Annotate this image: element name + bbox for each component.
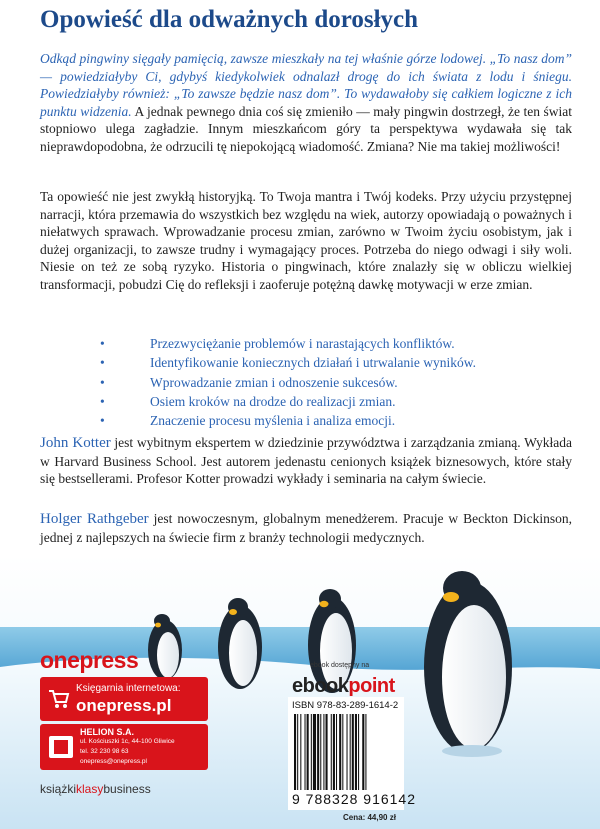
author-name: Holger Rathgeber	[40, 511, 149, 527]
list-item: • Przezwyciężanie problemów i narastających konfliktów.	[100, 334, 476, 353]
book-title: Opowieść dla odważnych dorosłych	[40, 6, 419, 33]
ebookpoint-a: ebook	[292, 675, 349, 697]
publisher-contact-box	[40, 724, 208, 770]
author-bio-text: jest wybitnym ekspertem w dziedzinie przywództwa i zarządzania zmianą. Wykłada w Harvard Business School. Jest autorem jedenastu cenionych książek biznesowych, które stały się bestsellerami. Profesor Kotter prowadzi wykłady i seminaria na całym świecie.	[40, 435, 572, 486]
intro-paragraph	[40, 50, 572, 155]
author-bio-rathgeber	[40, 510, 572, 546]
publisher-name: HELION S.A.	[80, 727, 135, 737]
feature-list	[100, 334, 476, 430]
barcode-panel	[288, 697, 416, 810]
series-prefix: książki	[40, 782, 77, 796]
online-shop-badge[interactable]	[40, 677, 208, 721]
author-bio-kotter	[40, 434, 572, 488]
ebook-note: ebook dostępny na	[310, 662, 370, 669]
description-paragraph: Ta opowieść nie jest zwykłą historyjką. To Twoja mantra i Twój kodeks. Przy użyciu przystępnej narracji, która przemawia do wszystkich bez względu na wiek, autorzy opowiadają o poważnych i niełatwych sprawach. Wprowadzanie procesu zmian, zarówno w Twoim życiu osobistym, jak i dużej organizacji, to zawsze trudny i wymagający proces. Potrzeba do niego odwagi i siły woli. Niesie on też ze sobą ryzyko. Historia o pingwinach, które znalazły się w obliczu wielkiej transformacji, pobudzi Cię do refleksji i zaoferuje potężną dawkę motywacji w erze zmian.	[40, 189, 572, 292]
publisher-phone: tel. 32 230 98 63	[80, 748, 129, 755]
series-logo	[40, 782, 151, 796]
shopping-cart-icon	[48, 689, 70, 709]
ebookpoint-logo	[292, 675, 395, 698]
list-item: • Znaczenie procesu myślenia i analiza emocji.	[100, 411, 476, 430]
barcode-digits: 9 788328 916142	[292, 791, 416, 807]
list-item: • Osiem kroków na drodze do realizacji zmian.	[100, 392, 476, 411]
ebookpoint-b: point	[348, 675, 395, 697]
intro-plain-text: A jednak pewnego dnia coś się zmieniło — mały pingwin dostrzegł, że ten świat stopniowo ulega zagładzie. Innym mieszkańcom góry ta perspektywa wydawała się tak nieprawdopodobna, że odrzucili tę niepokojącą wiadomość. Zmiana? Nie ma takiej możliwości!	[40, 103, 572, 154]
list-item: • Identyfikowanie koniecznych działań i utrwalanie wyników.	[100, 353, 476, 372]
isbn-text: ISBN 978-83-289-1614-2	[292, 700, 399, 711]
barcode-icon	[294, 714, 398, 790]
shop-label: Księgarnia internetowa:	[76, 683, 181, 694]
intro-italic-text: Odkąd pingwiny sięgały pamięcią, zawsze mieszkały na tej właśnie górze lodowej. „To nasz dom” — powiedziałyby Ci, gdybyś kiedykolwiek odnalazł drogę do ich świata z lodu i śniegu. Powiedziałyby również: „To zawsze będzie nasz dom”. To wydawałoby się całkiem logiczne z ich punktu widzenia.	[40, 51, 572, 119]
helion-logo-icon	[49, 736, 73, 758]
shop-url-link[interactable]: onepress.pl	[76, 696, 172, 715]
publisher-email[interactable]: onepress@onepress.pl	[80, 758, 147, 765]
series-suffix: business	[103, 782, 151, 796]
onepress-logo: onepress	[40, 647, 139, 673]
author-bio-text: jest nowoczesnym, globalnym menedżerem. Pracuje w Beckton Dickinson, jednej z najlepszych na świecie firm z branży technologii medycznych.	[40, 511, 572, 545]
author-name: John Kotter	[40, 435, 111, 451]
list-item: • Wprowadzanie zmian i odnoszenie sukcesów.	[100, 373, 476, 392]
publisher-address: ul. Kościuszki 1c, 44-100 Gliwice	[80, 738, 175, 745]
price-label: Cena: 44,90 zł	[343, 813, 396, 822]
series-accent: klasy	[76, 782, 104, 796]
